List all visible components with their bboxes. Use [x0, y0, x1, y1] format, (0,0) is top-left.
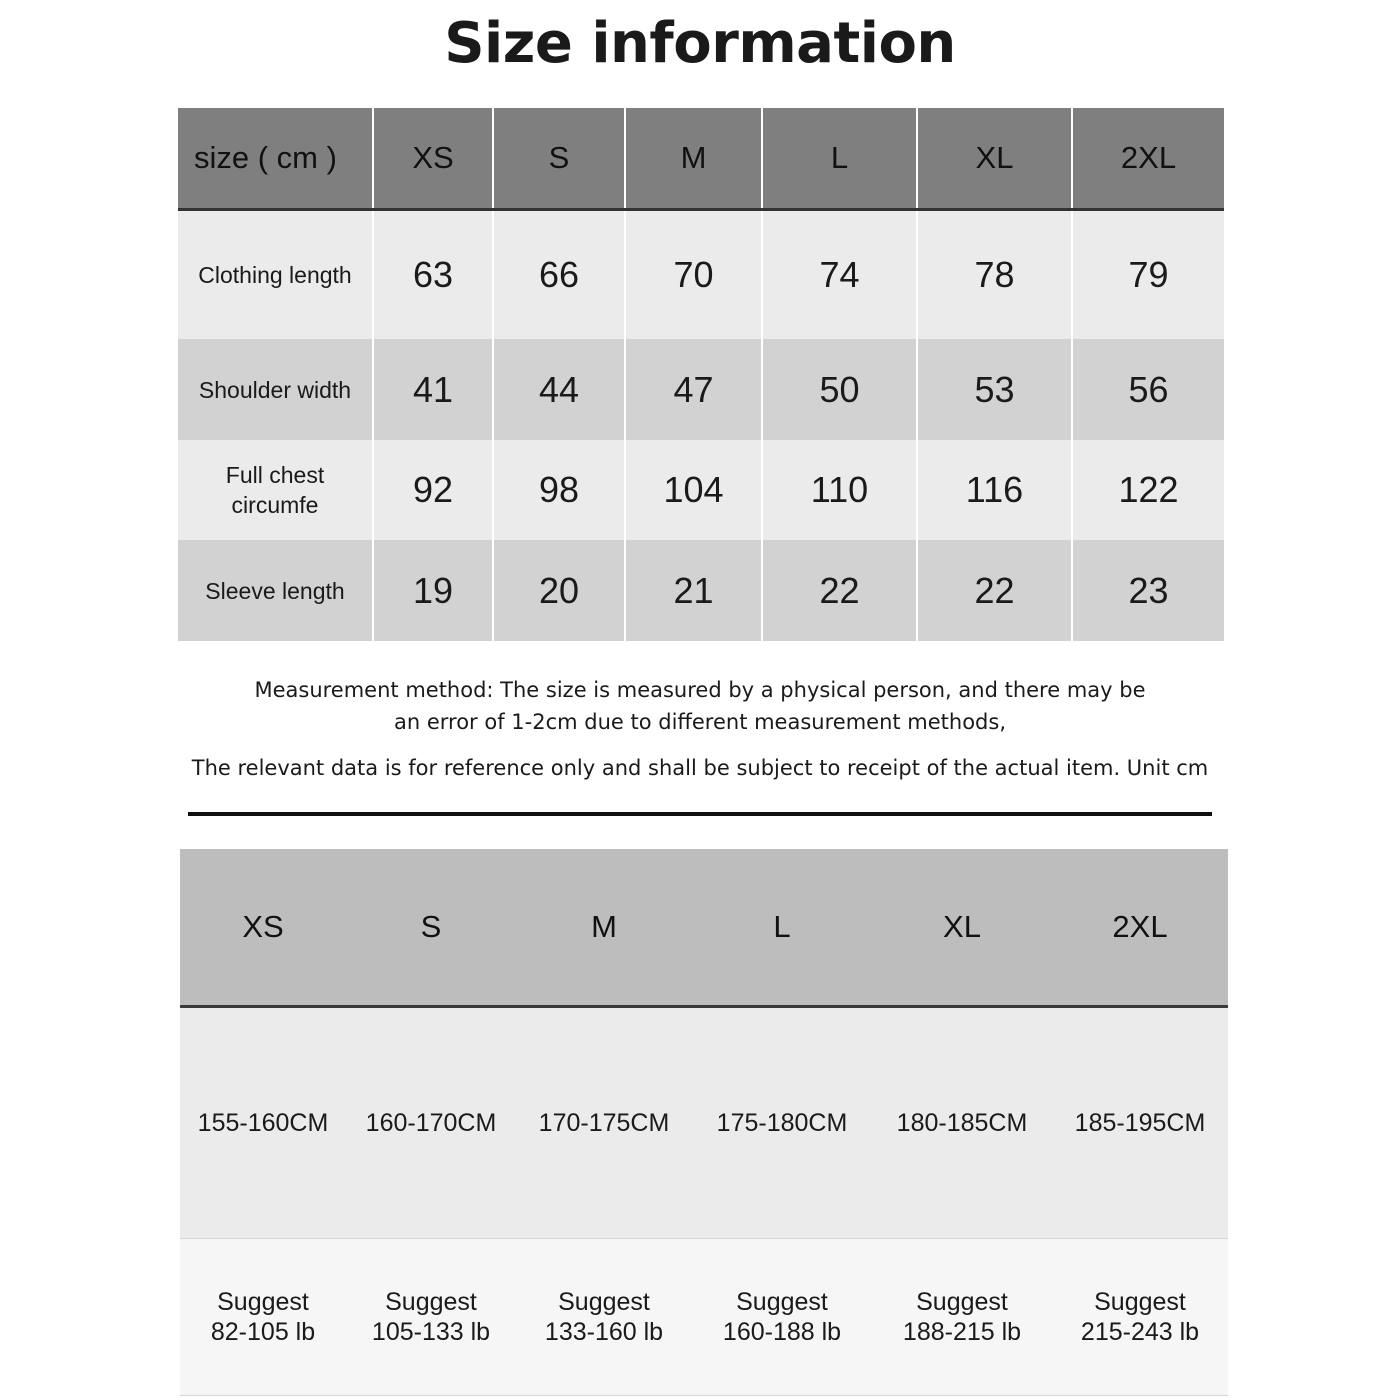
size-recommendation-table [180, 849, 1228, 1396]
header-size-s: S [494, 108, 626, 208]
header-size-m: M [591, 909, 617, 944]
table-cell: 70 [626, 211, 763, 339]
header-size-xl: XL [943, 909, 981, 944]
page-title: Size information [444, 11, 956, 76]
height-cell: 170-175CM [538, 1108, 670, 1137]
weight-cell [872, 1239, 1052, 1395]
weight-value: 82-105 lb [210, 1318, 316, 1346]
row-label-line2: circumfe [231, 492, 319, 518]
weight-value: 215-243 lb [1080, 1318, 1200, 1346]
suggest-label: Suggest [916, 1288, 1008, 1316]
table-cell: 20 [494, 540, 626, 641]
header-size-l: L [773, 909, 791, 944]
row-label [178, 440, 374, 540]
table-cell: 21 [626, 540, 763, 641]
table-cell: 19 [374, 540, 494, 641]
table-cell: 110 [763, 440, 918, 540]
header-size-m: M [626, 108, 763, 208]
weight-cell [516, 1239, 692, 1395]
suggest-label: Suggest [736, 1288, 828, 1316]
suggest-label: Suggest [385, 1288, 477, 1316]
row-label: Shoulder width [178, 339, 374, 440]
table-cell: 104 [626, 440, 763, 540]
table-cell: 63 [374, 211, 494, 339]
table-cell: 92 [374, 440, 494, 540]
table-cell: 47 [626, 339, 763, 440]
height-cell: 160-170CM [365, 1108, 497, 1137]
size-table-header [178, 108, 1224, 211]
weight-cell [1052, 1239, 1228, 1395]
measurement-note [0, 674, 1400, 738]
divider [188, 812, 1212, 816]
header-size-l: L [763, 108, 918, 208]
suggest-label: Suggest [558, 1288, 650, 1316]
weight-cell [692, 1239, 872, 1395]
header-size-2xl: 2XL [1120, 140, 1177, 175]
weight-value: 160-188 lb [722, 1318, 842, 1346]
row-label: Sleeve length [178, 540, 374, 641]
table-row-clothing-length [178, 211, 1224, 339]
header-size-xs: XS [374, 108, 494, 208]
table-cell: 74 [763, 211, 918, 339]
suggest-label: Suggest [1094, 1288, 1186, 1316]
weight-value: 188-215 lb [902, 1318, 1022, 1346]
measurement-note-line2: an error of 1-2cm due to different measurement methods, [393, 710, 1006, 734]
recommendation-header [180, 849, 1228, 1008]
weight-value: 105-133 lb [371, 1318, 491, 1346]
table-cell: 53 [918, 339, 1073, 440]
row-label: Clothing length [178, 211, 374, 339]
header-size-xs: XS [242, 909, 284, 944]
table-cell: 44 [494, 339, 626, 440]
header-size-2xl: 2XL [1112, 909, 1168, 944]
table-cell: 116 [918, 440, 1073, 540]
table-row-shoulder-width [178, 339, 1224, 440]
height-cell: 175-180CM [716, 1108, 848, 1137]
table-cell: 66 [494, 211, 626, 339]
table-cell: 41 [374, 339, 494, 440]
table-cell: 22 [763, 540, 918, 641]
table-cell: 56 [1128, 368, 1169, 410]
table-row-height [180, 1008, 1228, 1239]
table-cell: 23 [1128, 569, 1169, 611]
table-row-full-chest [178, 440, 1224, 540]
table-row-sleeve-length [178, 540, 1224, 641]
reference-note: The relevant data is for reference only and shall be subject to receipt of the actual item. Unit cm [191, 756, 1209, 780]
table-row-weight [180, 1239, 1228, 1396]
height-cell: 185-195CM [1074, 1108, 1206, 1137]
height-cell: 155-160CM [197, 1108, 329, 1137]
table-cell: 22 [918, 540, 1073, 641]
header-size-xl: XL [918, 108, 1073, 208]
height-cell: 180-185CM [896, 1108, 1028, 1137]
header-size-s: S [420, 909, 442, 944]
measurement-note-line1: Measurement method: The size is measured by a physical person, and there may be [254, 678, 1146, 702]
table-cell: 98 [494, 440, 626, 540]
weight-cell [346, 1239, 516, 1395]
header-size-label: size ( cm ) [178, 108, 374, 208]
weight-value: 133-160 lb [544, 1318, 664, 1346]
table-cell: 78 [918, 211, 1073, 339]
table-cell: 50 [763, 339, 918, 440]
suggest-label: Suggest [217, 1288, 309, 1316]
table-cell: 122 [1118, 469, 1179, 510]
table-cell: 79 [1128, 254, 1169, 295]
row-label-line1: Full chest [225, 462, 325, 488]
weight-cell [180, 1239, 346, 1395]
size-table [178, 108, 1224, 641]
